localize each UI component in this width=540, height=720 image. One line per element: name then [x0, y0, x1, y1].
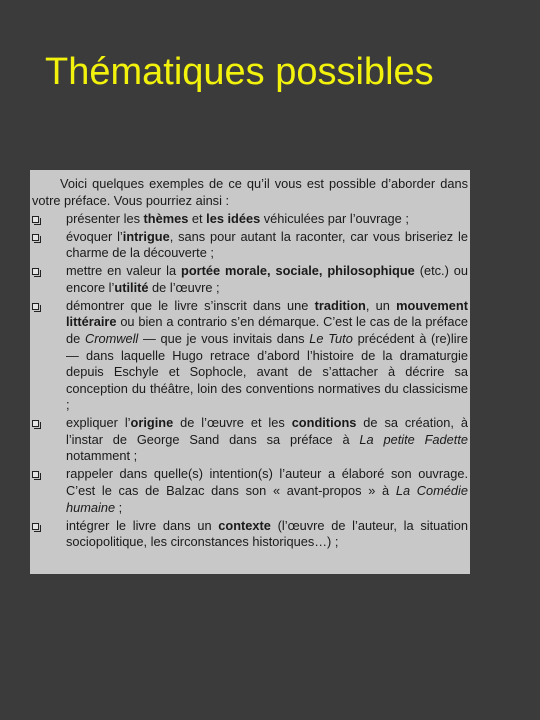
list-item-text — [66, 466, 468, 514]
text-segment: ou bien a contrario s’en démarque. C’est le cas de la préface de — [66, 314, 468, 346]
list-item-text — [66, 229, 468, 261]
emphasis-bold: conditions — [291, 415, 357, 431]
emphasis-bold: les idées — [206, 210, 261, 226]
content-box — [30, 170, 470, 574]
emphasis-bold: portée morale, sociale, philosophique — [181, 263, 415, 279]
emphasis-bold: origine — [130, 415, 174, 431]
text-segment: évoquer l’ — [66, 228, 123, 244]
square-bullet-icon — [32, 471, 39, 478]
list-item — [32, 466, 468, 516]
list-item-text — [66, 263, 468, 295]
emphasis-bold: contexte — [218, 517, 271, 533]
list-item — [32, 298, 468, 414]
list-item — [32, 211, 468, 228]
text-segment: de l’œuvre et les — [173, 415, 292, 431]
square-bullet-icon — [32, 420, 39, 427]
text-segment: — que je vous invitais dans — [138, 330, 310, 346]
text-segment: mettre en valeur la — [66, 263, 181, 279]
text-segment: , un — [365, 297, 397, 313]
emphasis-bold: utilité — [114, 279, 149, 295]
text-segment: véhiculées par l’ouvrage ; — [260, 210, 409, 226]
list-item — [32, 263, 468, 296]
square-bullet-icon — [32, 268, 39, 275]
text-segment: , sans pour autant la raconter, car vous briseriez le charme de la découverte ; — [66, 228, 468, 261]
bullet-list — [32, 211, 468, 551]
slide-title: Thématiques possibles — [45, 51, 434, 93]
list-item-text — [66, 211, 409, 226]
text-segment: et — [188, 210, 207, 226]
emphasis-italic: Cromwell — [84, 330, 139, 346]
emphasis-bold: intrigue — [122, 228, 170, 244]
list-item-text — [66, 518, 468, 550]
square-bullet-icon — [32, 216, 39, 223]
text-segment: (l’œuvre de l’auteur, la situation sociopolitique, les circonstances historiques…) ; — [66, 517, 469, 550]
square-bullet-icon — [32, 303, 39, 310]
list-item — [32, 415, 468, 465]
text-segment: de l’œuvre ; — [148, 279, 220, 295]
text-segment: rappeler dans quelle(s) intention(s) l’auteur a élaboré son ouvrage. C’est le cas de Balzac dans son « avant-propos » à — [66, 466, 468, 499]
text-segment: (etc.) ou encore l’ — [66, 263, 469, 295]
emphasis-bold: thèmes — [143, 210, 189, 226]
emphasis-bold: tradition — [314, 297, 366, 313]
emphasis-bold: mouvement littéraire — [66, 297, 468, 330]
text-segment: démontrer que le livre s’inscrit dans une — [66, 297, 315, 313]
square-bullet-icon — [32, 523, 39, 530]
list-item — [32, 229, 468, 262]
text-segment: présenter les — [66, 210, 144, 226]
text-segment: expliquer l’ — [66, 415, 131, 431]
text-segment: notamment ; — [66, 448, 138, 464]
text-segment: précédent à (re)lire — dans laquelle Hugo retrace d’abord l’histoire de la dramaturgie depuis Eschyle et Sophocle, avant de s’attacher à décrire sa conception du théâtre, loin des conventions normatives du classicisme ; — [66, 330, 468, 413]
emphasis-italic: La petite Fadette — [359, 431, 468, 447]
list-item-text — [66, 415, 468, 463]
intro-paragraph: Voici quelques exemples de ce qu’il vous est possible d’aborder dans votre préface. Vous pourriez ainsi : — [32, 176, 468, 208]
square-bullet-icon — [32, 234, 39, 241]
list-item-text — [66, 298, 468, 413]
text-segment: intégrer le livre dans un — [66, 517, 219, 533]
text-segment: de sa création, à l’instar de George Sand dans sa préface à — [66, 415, 468, 447]
text-segment: ; — [115, 499, 123, 515]
list-item — [32, 518, 468, 551]
emphasis-italic: Le Tuto — [309, 330, 353, 346]
emphasis-italic: La Comédie humaine — [66, 483, 468, 515]
